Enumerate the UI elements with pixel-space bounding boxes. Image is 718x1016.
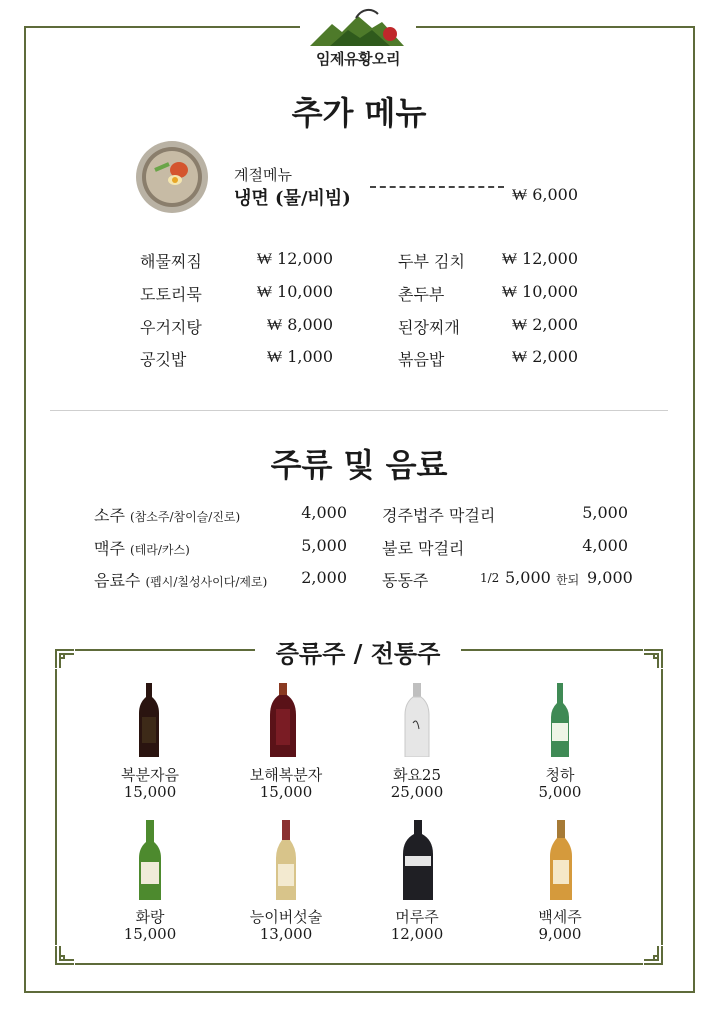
drink-row bbox=[94, 536, 190, 559]
drink-name: 불로 막걸리 bbox=[382, 539, 465, 558]
brand-logo bbox=[300, 4, 416, 74]
bottle-name: 보해복분자 bbox=[249, 766, 323, 784]
bottle-price: 15,000 bbox=[259, 783, 313, 801]
bottle-price: 9,000 bbox=[538, 925, 582, 943]
menu-item-price: ₩ 2,000 bbox=[512, 347, 578, 366]
drink-price: 4,000 bbox=[582, 536, 628, 555]
full-size-price: 9,000 bbox=[587, 568, 633, 587]
half-size-price: 5,000 bbox=[505, 568, 551, 587]
menu-item-price: ₩ 8,000 bbox=[267, 315, 333, 334]
corner-ornament-icon bbox=[643, 945, 663, 965]
drink-detail: (테라/카스) bbox=[130, 543, 190, 557]
bottle-name: 복분자음 bbox=[121, 766, 179, 784]
bottle-name: 청하 bbox=[545, 766, 575, 784]
neungi-bottle-icon bbox=[274, 820, 298, 900]
bottle-price: 25,000 bbox=[390, 783, 444, 801]
seasonal-item-name: 냉면 (물/비빔) bbox=[234, 188, 351, 209]
drink-price: 2,000 bbox=[301, 568, 347, 587]
menu-item-price: ₩ 12,000 bbox=[256, 249, 333, 268]
drink-row bbox=[94, 568, 267, 591]
menu-item-price: ₩ 2,000 bbox=[512, 315, 578, 334]
bottle-name: 화요25 bbox=[392, 766, 442, 784]
bottle-name: 화랑 bbox=[135, 908, 165, 926]
menu-item-name: 된장찌개 bbox=[398, 318, 460, 337]
seasonal-tag: 계절메뉴 bbox=[234, 166, 292, 184]
menu-item-name: 두부 김치 bbox=[398, 252, 465, 271]
bottle-price: 15,000 bbox=[123, 783, 177, 801]
drink-price: 5,000 bbox=[582, 503, 628, 522]
bottle-price: 12,000 bbox=[390, 925, 444, 943]
drink-detail: (참소주/참이슬/진로) bbox=[130, 510, 241, 524]
drink-price: 4,000 bbox=[301, 503, 347, 522]
drink-name: 음료수 bbox=[94, 571, 141, 590]
mountain-logo-icon bbox=[300, 4, 416, 54]
drink-name: 소주 bbox=[94, 506, 125, 525]
menu-item-name: 공깃밥 bbox=[140, 350, 187, 369]
drink-price: 5,000 bbox=[301, 536, 347, 555]
drink-name: 경주법주 막걸리 bbox=[382, 506, 496, 525]
chungha-bottle-icon bbox=[549, 683, 571, 757]
hwayo-bottle-icon bbox=[403, 683, 431, 757]
drink-detail: (펩시/칠성사이다/제로) bbox=[145, 575, 268, 589]
drink-row bbox=[94, 503, 240, 526]
extra-menu-title: 추가 메뉴 bbox=[291, 94, 427, 132]
meoru-bottle-icon bbox=[401, 820, 435, 900]
bottle-name: 백세주 bbox=[538, 908, 582, 926]
corner-ornament-icon bbox=[55, 649, 75, 669]
bottle-name: 머루주 bbox=[395, 908, 439, 926]
seasonal-item-price: ₩ 6,000 bbox=[512, 185, 578, 204]
menu-item-name: 촌두부 bbox=[398, 285, 445, 304]
drink-name: 맥주 bbox=[94, 539, 125, 558]
menu-item-name: 볶음밥 bbox=[398, 350, 445, 369]
corner-ornament-icon bbox=[643, 649, 663, 669]
hwarang-bottle-icon bbox=[137, 820, 163, 900]
half-size-label: 1/2 bbox=[480, 571, 500, 585]
corner-ornament-icon bbox=[55, 945, 75, 965]
bokbunja-bottle-icon bbox=[137, 683, 161, 757]
menu-item-price: ₩ 1,000 bbox=[267, 347, 333, 366]
section-divider bbox=[50, 410, 668, 411]
menu-item-price: ₩ 10,000 bbox=[501, 282, 578, 301]
baekseju-bottle-icon bbox=[548, 820, 574, 900]
menu-item-name: 해물찌짐 bbox=[140, 252, 202, 271]
brand-name: 임제유황오리 bbox=[316, 50, 400, 68]
bohae-bokbunja-bottle-icon bbox=[268, 683, 298, 757]
menu-item-price: ₩ 10,000 bbox=[256, 282, 333, 301]
naengmyeon-bowl-image bbox=[135, 140, 209, 214]
bottle-name: 능이버섯술 bbox=[249, 908, 323, 926]
full-size-label: 한되 bbox=[556, 573, 580, 587]
bottle-price: 13,000 bbox=[259, 925, 313, 943]
drink-name: 동동주 bbox=[382, 571, 429, 590]
bottle-price: 15,000 bbox=[123, 925, 177, 943]
menu-item-price: ₩ 12,000 bbox=[501, 249, 578, 268]
menu-item-name: 도토리묵 bbox=[140, 285, 202, 304]
bottle-price: 5,000 bbox=[538, 783, 582, 801]
menu-item-name: 우거지탕 bbox=[140, 318, 202, 337]
drinks-title: 주류 및 음료 bbox=[270, 446, 448, 484]
spirits-title: 증류주 / 전통주 bbox=[275, 639, 441, 668]
